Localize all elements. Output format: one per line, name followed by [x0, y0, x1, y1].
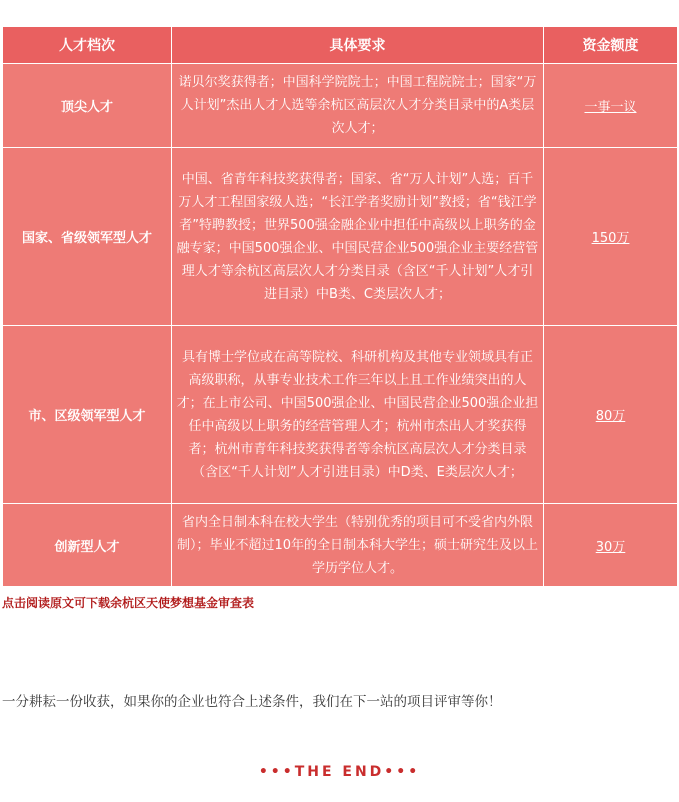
talent-level-cell: 国家、省级领军型人才: [3, 148, 172, 326]
funding-amount-link[interactable]: 80万: [595, 409, 626, 424]
header-requirements: 具体要求: [172, 27, 544, 64]
funding-cell[interactable]: [544, 64, 678, 148]
requirements-cell: 中国、省青年科技奖获得者；国家、省“万人计划”人选；百千万人才工程国家级人选；“长江学者奖励计划”教授；省“钱江学者”特聘教授；世界500强金融企业中担任中高级以上职务的金融专家；中国500强企业、中国民营企业500强企业主要经营管理人才等余杭区高层次人才分类目录（含区“千人计划”人才引进目录）中B类、C类层次人才；: [172, 148, 544, 326]
download-form-note[interactable]: 点击阅读原文可下载余杭区天使梦想基金审查表: [2, 596, 255, 610]
requirements-cell: 省内全日制本科在校大学生（特别优秀的项目可不受省内外限制）；毕业不超过10年的全日制本科大学生；硕士研究生及以上学历学位人才。: [172, 504, 544, 587]
funding-amount-link[interactable]: 30万: [595, 539, 626, 555]
table-row: [3, 148, 678, 326]
table-row: [3, 504, 678, 587]
funding-cell[interactable]: [544, 326, 678, 504]
talent-level-cell: 市、区级领军型人才: [3, 326, 172, 504]
the-end-footer: •••THE END•••: [258, 764, 421, 780]
talent-funding-table: [2, 26, 678, 587]
funding-cell[interactable]: [544, 148, 678, 326]
header-level: 人才档次: [3, 27, 172, 64]
funding-amount-link[interactable]: 一事一议: [584, 100, 637, 115]
funding-amount-link[interactable]: 150万: [591, 231, 630, 246]
table-row: [3, 64, 678, 148]
closing-paragraph: 一分耕耘一份收获，如果你的企业也符合上述条件，我们在下一站的项目评审等你！: [2, 694, 502, 710]
requirements-cell: 诺贝尔奖获得者；中国科学院院士；中国工程院院士；国家“万人计划”杰出人才人选等余杭区高层次人才分类目录中的A类层次人才；: [172, 64, 544, 148]
funding-cell[interactable]: [544, 504, 678, 587]
table-row: [3, 326, 678, 504]
header-funding: 资金额度: [544, 27, 678, 64]
talent-level-cell: 顶尖人才: [3, 64, 172, 148]
requirements-cell: 具有博士学位或在高等院校、科研机构及其他专业领域具有正高级职称，从事专业技术工作三年以上且工作业绩突出的人才；在上市公司、中国500强企业、中国民营企业500强企业担任中高级以上职务的经营管理人才；杭州市杰出人才奖获得者；杭州市青年科技奖获得者等余杭区高层次人才分类目录（含区“千人计划”人才引进目录）中D类、E类层次人才；: [172, 326, 544, 504]
table-header-row: [3, 27, 678, 64]
talent-level-cell: 创新型人才: [3, 504, 172, 587]
